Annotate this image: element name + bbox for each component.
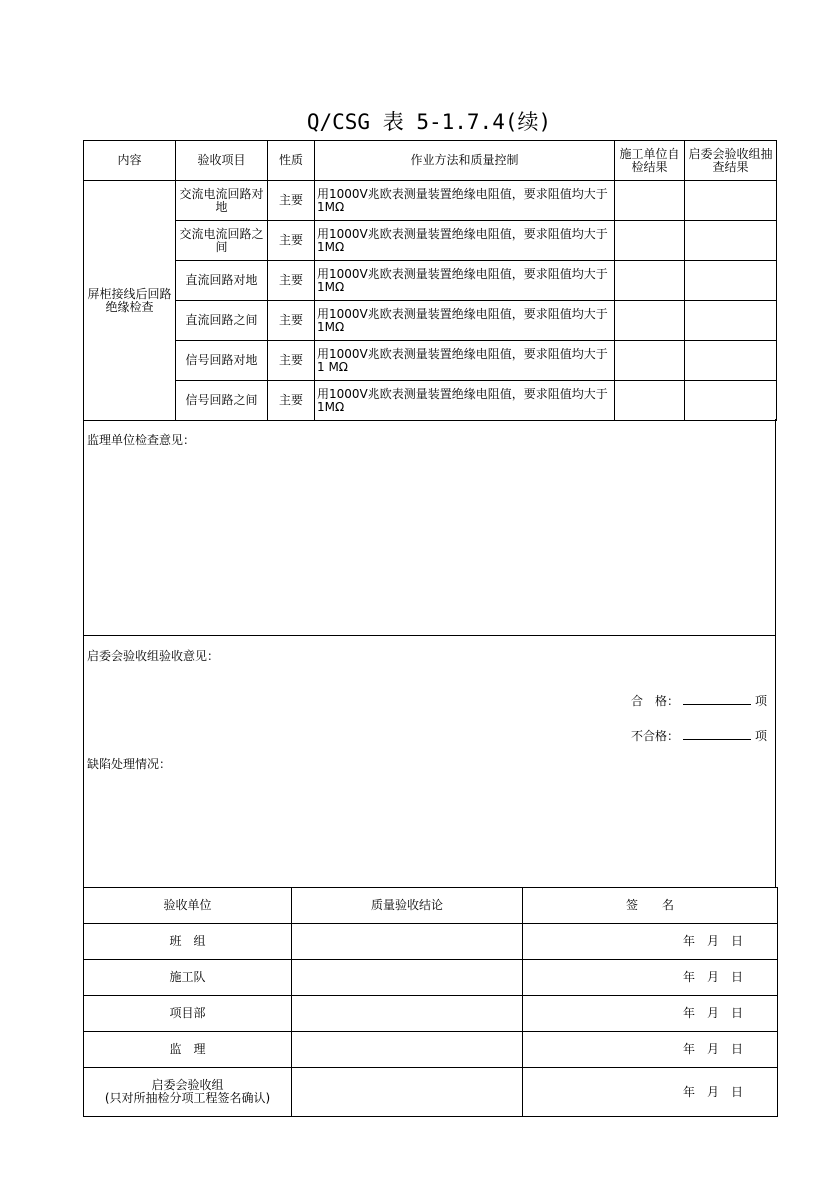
method-cell: 用1000V兆欧表测量装置绝缘电阻值，要求阻值均大于1MΩ	[315, 221, 615, 261]
table-row	[84, 261, 777, 301]
fail-count-field[interactable]	[683, 727, 751, 740]
supervision-opinion-label: 监理单位检查意见：	[87, 433, 196, 447]
self-check-cell[interactable]	[615, 381, 685, 421]
unit-cell: 班 组	[84, 924, 292, 960]
table-row	[84, 181, 777, 221]
pass-count-field[interactable]	[683, 692, 751, 705]
form-title: Q/CSG 表 5-1.7.4(续)	[306, 110, 552, 134]
group-label: 屏柜接线后回路绝缘检查	[84, 181, 176, 421]
signature-row	[84, 924, 778, 960]
header-unit: 验收单位	[84, 888, 292, 924]
committee-check-cell[interactable]	[685, 341, 777, 381]
pass-label: 合 格：	[630, 694, 679, 708]
nature-cell: 主要	[268, 181, 315, 221]
conclusion-cell[interactable]	[292, 924, 523, 960]
table-row	[84, 381, 777, 421]
conclusion-cell[interactable]	[292, 960, 523, 996]
nature-cell: 主要	[268, 261, 315, 301]
committee-check-cell[interactable]	[685, 301, 777, 341]
committee-check-cell[interactable]	[685, 181, 777, 221]
table-row	[84, 221, 777, 261]
method-cell: 用1000V兆欧表测量装置绝缘电阻值，要求阻值均大于1MΩ	[315, 381, 615, 421]
item-cell: 信号回路对地	[176, 341, 268, 381]
date-cell[interactable]: 年 月 日	[523, 960, 778, 996]
nature-cell: 主要	[268, 341, 315, 381]
pass-unit: 项	[754, 694, 767, 708]
committee-opinion-label: 启委会验收组验收意见：	[87, 649, 220, 663]
nature-cell: 主要	[268, 221, 315, 261]
header-conclusion: 质量验收结论	[292, 888, 523, 924]
committee-opinion-box	[83, 635, 776, 888]
method-cell: 用1000V兆欧表测量装置绝缘电阻值，要求阻值均大于1MΩ	[315, 181, 615, 221]
method-cell: 用1000V兆欧表测量装置绝缘电阻值，要求阻值均大于1 MΩ	[315, 341, 615, 381]
header-row	[84, 141, 777, 181]
unit-cell: 项目部	[84, 996, 292, 1032]
date-cell[interactable]: 年 月 日	[523, 924, 778, 960]
header-committee-check: 启委会验收组抽查结果	[685, 141, 777, 181]
item-cell: 交流电流回路之间	[176, 221, 268, 261]
conclusion-cell[interactable]	[292, 996, 523, 1032]
signature-row	[84, 1068, 778, 1117]
supervision-opinion-box[interactable]	[83, 419, 776, 636]
committee-check-cell[interactable]	[685, 221, 777, 261]
self-check-cell[interactable]	[615, 221, 685, 261]
self-check-cell[interactable]	[615, 341, 685, 381]
signature-row	[84, 1032, 778, 1068]
self-check-cell[interactable]	[615, 301, 685, 341]
fail-unit: 项	[754, 729, 767, 743]
self-check-cell[interactable]	[615, 181, 685, 221]
unit-cell: 施工队	[84, 960, 292, 996]
pass-count-row	[631, 692, 767, 709]
header-item: 验收项目	[176, 141, 268, 181]
item-cell: 直流回路对地	[176, 261, 268, 301]
item-cell: 信号回路之间	[176, 381, 268, 421]
header-method: 作业方法和质量控制	[315, 141, 615, 181]
header-nature: 性质	[268, 141, 315, 181]
nature-cell: 主要	[268, 301, 315, 341]
item-cell: 交流电流回路对地	[176, 181, 268, 221]
signature-row	[84, 960, 778, 996]
signature-header-row	[84, 888, 778, 924]
signature-row	[84, 996, 778, 1032]
unit-cell: 启委会验收组 (只对所抽检分项工程签名确认)	[84, 1068, 292, 1117]
defect-handling-label: 缺陷处理情况：	[87, 757, 172, 771]
fail-label: 不合格：	[630, 729, 679, 743]
item-cell: 直流回路之间	[176, 301, 268, 341]
self-check-cell[interactable]	[615, 261, 685, 301]
header-self-check: 施工单位自检结果	[615, 141, 685, 181]
table-row	[84, 341, 777, 381]
header-content: 内容	[84, 141, 176, 181]
signature-table	[83, 887, 778, 1117]
date-cell[interactable]: 年 月 日	[523, 996, 778, 1032]
inspection-table	[83, 140, 777, 421]
fail-count-row	[631, 727, 767, 744]
date-cell[interactable]: 年 月 日	[523, 1032, 778, 1068]
method-cell: 用1000V兆欧表测量装置绝缘电阻值，要求阻值均大于1MΩ	[315, 301, 615, 341]
unit-cell: 监 理	[84, 1032, 292, 1068]
header-signature: 签 名	[523, 888, 778, 924]
conclusion-cell[interactable]	[292, 1068, 523, 1117]
method-cell: 用1000V兆欧表测量装置绝缘电阻值，要求阻值均大于1MΩ	[315, 261, 615, 301]
date-cell[interactable]: 年 月 日	[523, 1068, 778, 1117]
conclusion-cell[interactable]	[292, 1032, 523, 1068]
nature-cell: 主要	[268, 381, 315, 421]
committee-check-cell[interactable]	[685, 381, 777, 421]
committee-check-cell[interactable]	[685, 261, 777, 301]
table-row	[84, 301, 777, 341]
